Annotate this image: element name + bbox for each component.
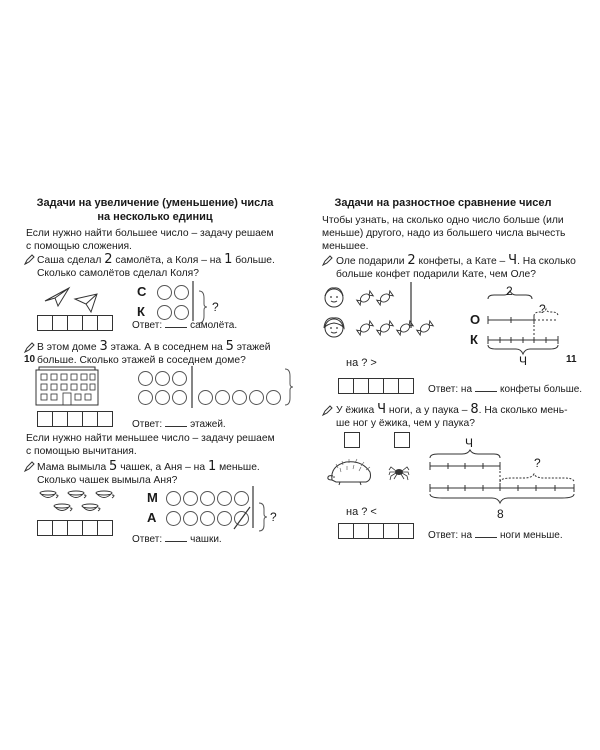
paper-plane-icon xyxy=(44,287,70,307)
circle xyxy=(172,390,187,405)
question-mark: ? xyxy=(270,510,277,524)
rule-line: Если нужно найти меньшее число – задачу решаем xyxy=(26,433,275,444)
label-top: Ч xyxy=(465,436,473,450)
circle xyxy=(217,511,232,526)
divider-line xyxy=(410,282,412,328)
divider-line xyxy=(252,486,254,528)
spider-icon xyxy=(388,462,410,482)
divider-line xyxy=(192,281,194,321)
circle xyxy=(138,371,153,386)
rule-line: с помощью сложения. xyxy=(26,241,132,252)
circle xyxy=(200,511,215,526)
answer-grid[interactable] xyxy=(37,520,112,536)
girl-face-icon xyxy=(322,315,346,339)
task2-answer: Ответ: этажей. xyxy=(132,419,226,430)
pencil-icon xyxy=(24,254,35,265)
label-bottom: 8 xyxy=(497,507,504,521)
letter-m: М xyxy=(147,490,158,505)
letter-a: А xyxy=(147,510,157,525)
rule-line: с помощью вычитания. xyxy=(26,446,137,457)
circle xyxy=(249,390,264,405)
circle xyxy=(183,491,198,506)
task-r2-text: У ёжика Ч ноги, а у паука – 8. На сколько мень- ше ног у ёжика, чем у паука? xyxy=(336,402,568,429)
pencil-icon xyxy=(24,461,35,472)
question-mark: ? xyxy=(539,302,546,316)
pencil-icon xyxy=(24,342,35,353)
circle xyxy=(217,491,232,506)
rule-line: меньше) другого, надо из большего числа вычесть xyxy=(322,228,566,239)
compare-expression: на ? > xyxy=(346,357,377,369)
circle xyxy=(183,511,198,526)
title-line: Задачи на увеличение (уменьшение) числа xyxy=(36,197,274,209)
answer-grid[interactable] xyxy=(37,315,112,331)
brace-icon xyxy=(284,368,294,406)
letter-s: С xyxy=(137,284,147,299)
circle xyxy=(174,285,189,300)
circle xyxy=(157,285,172,300)
girl-face-icon xyxy=(322,285,346,309)
rule-line: Чтобы узнать, на сколько одно число больше (или xyxy=(322,215,564,226)
divider-line xyxy=(191,366,193,408)
task2-text: В этом доме 3 этажа. А в соседнем на 5 этажей больше. Сколько этажей в соседнем доме? xyxy=(37,339,271,366)
circle xyxy=(138,390,153,405)
circle xyxy=(215,390,230,405)
pencil-icon xyxy=(322,405,333,416)
candy-icon xyxy=(355,287,395,309)
label-top: 2 xyxy=(506,284,513,298)
circle xyxy=(172,371,187,386)
page-number: 11 xyxy=(566,354,577,365)
circle xyxy=(166,491,181,506)
answer-blank[interactable] xyxy=(475,537,497,538)
task-r1-answer: Ответ: на конфеты больше. xyxy=(428,384,583,395)
circle xyxy=(198,390,213,405)
label-bottom: Ч xyxy=(519,354,527,368)
question-mark: ? xyxy=(534,456,541,470)
task3-answer: Ответ: чашки. xyxy=(132,534,222,545)
task-r1-text: Оле подарили 2 конфеты, а Кате – Ч. На сколько больше конфет подарили Кате, чем Оле? xyxy=(336,253,576,280)
circle xyxy=(157,305,172,320)
rule-line: Если нужно найти большее число – задачу решаем xyxy=(26,228,274,239)
strike-line xyxy=(232,505,252,531)
title-line: на несколько единиц xyxy=(97,211,213,223)
candy-icon xyxy=(355,317,435,339)
right-page xyxy=(300,0,600,750)
letter-o: О xyxy=(470,312,481,327)
circle xyxy=(232,390,247,405)
house-icon xyxy=(35,366,99,406)
circle xyxy=(174,305,189,320)
answer-blank[interactable] xyxy=(475,391,497,392)
right-page-title: Задачи на разностное сравнение чисел xyxy=(334,197,552,209)
answer-blank[interactable] xyxy=(165,426,187,427)
rule-greater xyxy=(26,227,274,253)
task3-text: Мама вымыла 5 чашек, а Аня – на 1 меньше. Сколько чашек вымыла Аня? xyxy=(37,459,260,486)
circle xyxy=(266,390,281,405)
page-number: 10 xyxy=(24,354,36,365)
answer-blank[interactable] xyxy=(165,327,187,328)
answer-blank[interactable] xyxy=(165,541,187,542)
circle xyxy=(155,371,170,386)
rule-smaller xyxy=(26,432,275,458)
question-mark: ? xyxy=(212,300,219,314)
compare-expression: на ? < xyxy=(346,506,377,518)
answer-grid[interactable] xyxy=(338,378,413,394)
hedgehog-icon xyxy=(326,458,374,486)
paper-plane-icon xyxy=(74,293,98,313)
circle xyxy=(166,511,181,526)
task1-text: Саша сделал 2 самолёта, а Коля – на 1 больше. Сколько самолётов сделал Коля? xyxy=(37,252,275,279)
letter-k: К xyxy=(470,332,478,347)
left-page-title xyxy=(20,196,290,224)
task-r2-answer: Ответ: на ноги меньше. xyxy=(428,530,563,541)
pencil-icon xyxy=(322,255,333,266)
rule-difference xyxy=(322,214,565,253)
answer-box[interactable] xyxy=(344,432,359,448)
cups-icon xyxy=(34,490,124,518)
letter-k: К xyxy=(137,304,145,319)
rule-line: меньшее. xyxy=(322,241,369,252)
circle xyxy=(200,491,215,506)
brace-icon xyxy=(258,502,268,532)
answer-grid[interactable] xyxy=(37,411,112,427)
circle xyxy=(155,390,170,405)
brace-icon xyxy=(198,290,208,324)
answer-box[interactable] xyxy=(394,432,409,448)
circle xyxy=(234,491,249,506)
answer-grid[interactable] xyxy=(338,523,413,539)
task1-answer: Ответ: самолёта. xyxy=(132,320,238,331)
